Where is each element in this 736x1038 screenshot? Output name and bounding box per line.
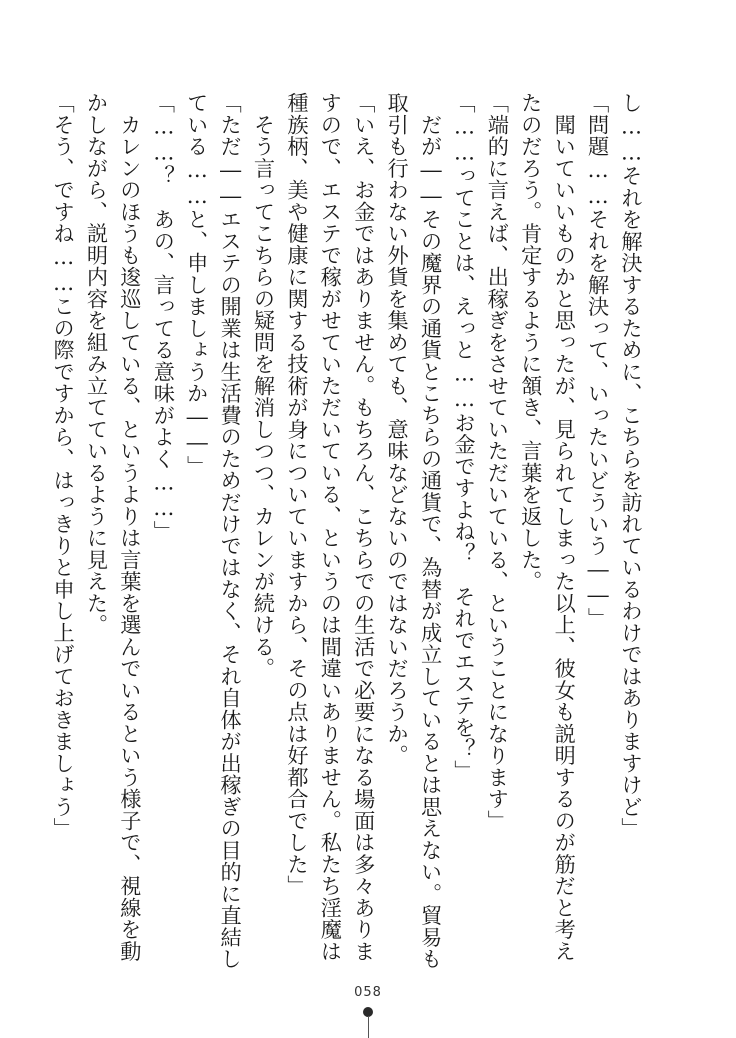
text-line: 聞いていいものかと思ったが、見られてしまった以上、彼女も説明するのが筋だと考え xyxy=(552,92,578,962)
text-line: 「端的に言えば、出稼ぎをさせていただいている、ということになります」 xyxy=(485,92,511,832)
text-line: 取引も行わない外貨を集めても、意味などないのではないだろうか。 xyxy=(385,92,411,767)
text-line: たのだろう。肯定するように頷き、言葉を返した。 xyxy=(518,92,544,593)
text-line: 「問題……それを解決って、いったいどういう――」 xyxy=(585,92,611,630)
text-line: 「いえ、お金ではありません。もちろん、こちらでの生活で必要になる場面は多々ありま xyxy=(351,92,377,962)
vertical-text-body xyxy=(47,92,648,970)
text-line: ている……と、申しましょうか――」 xyxy=(184,92,210,477)
text-line: 「……？ あの、言ってる意味がよく……」 xyxy=(151,92,177,543)
text-line: カレンのほうも逡巡している、というよりは言葉を選んでいるという様子で、視線を動 xyxy=(117,92,143,962)
text-line: し……それを解決するために、こちらを訪れているわけではありますけど」 xyxy=(619,92,644,840)
page-number: 058 xyxy=(354,985,382,1000)
text-line: 「ただ――エステの開業は生活費のためだけではなく、それ自体が出稼ぎの目的に直結し xyxy=(218,92,244,970)
text-line: すので、エステで稼がせていただいている、というのは間違いありません。私たち淫魔は xyxy=(318,92,344,962)
text-line: 種族柄、美や健康に関する技術が身についていますから、その点は好都合でした」 xyxy=(284,92,310,897)
page-marker-line xyxy=(368,1016,369,1038)
text-line: 「……ってことは、えっと……お金ですよね？ それでエステを？」 xyxy=(451,92,477,782)
text-line: 「そう、ですね……この際ですから、はっきりと申し上げておきましょう」 xyxy=(51,92,77,840)
text-line: そう言ってこちらの疑問を解消しつつ、カレンが続ける。 xyxy=(251,92,277,680)
text-line: かしながら、説明内容を組み立てているように見えた。 xyxy=(84,92,110,636)
text-line: だが――その魔界の通貨とこちらの通貨で、為替が成立しているとは思えない。貿易も xyxy=(418,92,444,970)
